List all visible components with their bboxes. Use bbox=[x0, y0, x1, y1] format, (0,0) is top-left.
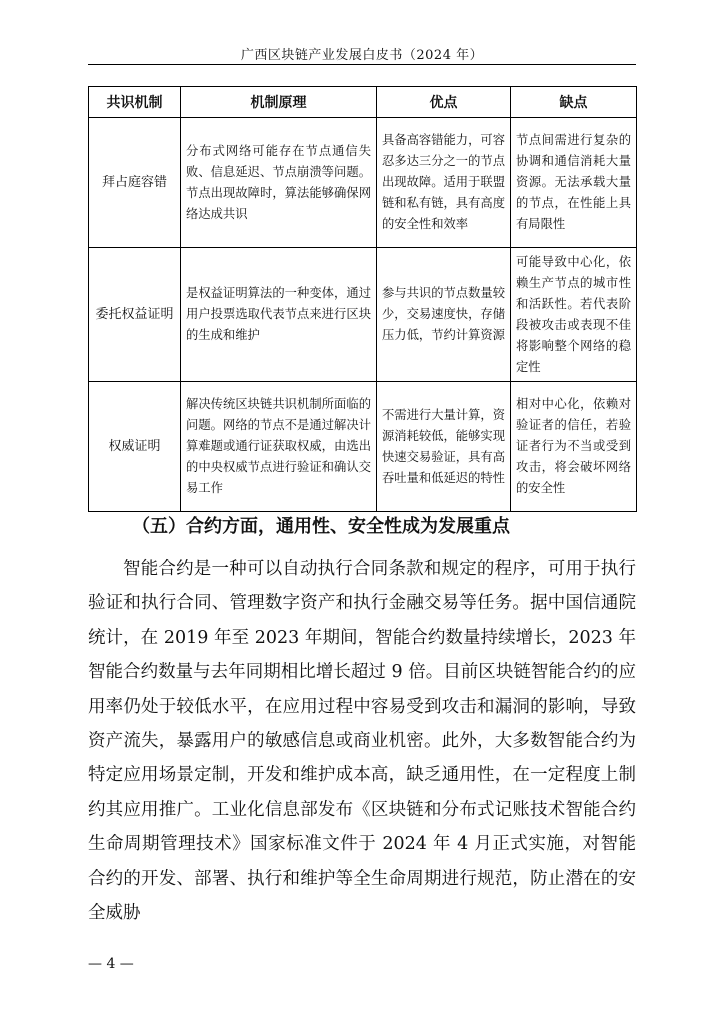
pros-cell: 不需进行大量计算，资源消耗较低，能够实现快速交易验证，具有高吞吐量和低延迟的特性 bbox=[377, 382, 511, 512]
header-rule bbox=[88, 64, 636, 65]
section-heading: （五）合约方面，通用性、安全性成为发展重点 bbox=[132, 516, 510, 537]
mechanism-cell: 权威证明 bbox=[89, 382, 181, 512]
page-number: — 4 — bbox=[88, 956, 134, 972]
consensus-mechanism-table bbox=[88, 86, 637, 512]
table-row bbox=[89, 118, 637, 248]
body-paragraph: 智能合约是一种可以自动执行合同条款和规定的程序，可用于执行验证和执行合同、管理数字资产和执行金融交易等任务。据中国信通院统计，在 2019 年至 2023 年期间，智能合约数量持续增长，2023 年智能合约数量与去年同期相比增长超过 9 倍。目前区块链智能合约的应用率仍处于较低水平，在应用过程中容易受到攻击和漏洞的影响，导致资产流失，暴露用户的敏感信息或商业机密。此外，大多数智能合约为特定应用场景定制，开发和维护成本高，缺乏通用性，在一定程度上制约其应用推广。工业化信息部发布《区块链和分布式记账技术智能合约生命周期管理技术》国家标准文件于 2024 年 4 月正式实施，对智能合约的开发、部署、执行和维护等全生命周期进行规范，防止潜在的安全威胁 bbox=[88, 559, 636, 924]
cons-cell: 相对中心化，依赖对验证者的信任，若验证者行为不当或受到攻击，将会破坏网络的安全性 bbox=[511, 382, 637, 512]
column-header-principle: 机制原理 bbox=[181, 87, 377, 118]
page-header: 广西区块链产业发展白皮书（2024 年） bbox=[240, 48, 484, 63]
column-header-cons: 缺点 bbox=[511, 87, 637, 118]
principle-cell: 解决传统区块链共识机制所面临的问题。网络的节点不是通过解决计算难题或通行证获取权威，由选出的中央权威节点进行验证和确认交易工作 bbox=[181, 382, 377, 512]
principle-cell: 是权益证明算法的一种变体，通过用户投票选取代表节点来进行区块的生成和维护 bbox=[181, 248, 377, 382]
cons-cell: 节点间需进行复杂的协调和通信消耗大量资源。无法承载大量的节点，在性能上具有局限性 bbox=[511, 118, 637, 248]
mechanism-cell: 委托权益证明 bbox=[89, 248, 181, 382]
column-header-mechanism: 共识机制 bbox=[89, 87, 181, 118]
table-header-row bbox=[89, 87, 637, 118]
cons-cell: 可能导致中心化，依赖生产节点的城市性和活跃性。若代表阶段被攻击或表现不佳将影响整个网络的稳定性 bbox=[511, 248, 637, 382]
table-row bbox=[89, 382, 637, 512]
principle-cell: 分布式网络可能存在节点通信失败、信息延迟、节点崩溃等问题。节点出现故障时，算法能够确保网络达成共识 bbox=[181, 118, 377, 248]
table-row bbox=[89, 248, 637, 382]
column-header-pros: 优点 bbox=[377, 87, 511, 118]
pros-cell: 参与共识的节点数量较少，交易速度快，存储压力低，节约计算资源 bbox=[377, 248, 511, 382]
pros-cell: 具备高容错能力，可容忍多达三分之一的节点出现故障。适用于联盟链和私有链，具有高度的安全性和效率 bbox=[377, 118, 511, 248]
mechanism-cell: 拜占庭容错 bbox=[89, 118, 181, 248]
